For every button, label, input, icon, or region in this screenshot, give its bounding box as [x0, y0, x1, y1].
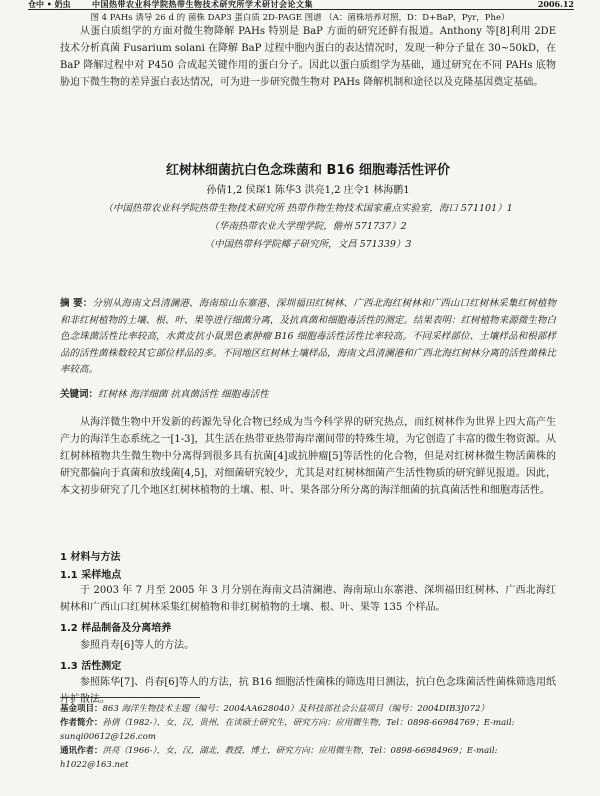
abstract-text: 分别从海南文昌清澜港、海南琼山东寨港、深圳福田红树林、广西北海红树林和广西山口红树林采集红树植物和非红树植物的土壤、根、叶、果等进行细菌分离，及抗真菌和细胞毒活性的测定。结果表明：红树植物来源微生物白色念珠菌活性比率较高，水黄皮抗小鼠黑色素肿瘤 B16 细胞毒活性活性比率较高。不同采样部位、土壤样品和根部样品的活性菌株数较其它部位样品的多。不同地区红树林土壤样品，海南文昌清澜港和广西北海红树林分离的活性菌株比率较高。 — [60, 298, 556, 375]
footnote-rule — [60, 697, 200, 698]
section-1-2-text: 参照肖寿[6]等人的方法。 — [80, 640, 195, 651]
affiliation-2: （华南热带农业大学理学院，儋州 571737）2 — [209, 221, 407, 232]
abstract-label: 摘 要： — [60, 298, 93, 309]
abstract — [60, 296, 556, 379]
fund-label: 基金项目： — [60, 704, 103, 714]
contact-text: 洪亮（1966-），女，汉，湖北，教授，博士，研究方向：应用微生物，Tel：0898-66984969；E-mail: h1022@163.net — [60, 746, 498, 770]
article-title: 红树林细菌抗白色念珠菌和 B16 细胞毒活性评价 — [165, 163, 451, 178]
running-header — [28, 0, 574, 10]
contact-label: 通讯作者： — [60, 746, 103, 756]
intro-paragraph: 从蛋白质组学的方面对微生物降解 PAHs 特别是 BaP 方面的研究还鲜有报道。Anthony 等[8]利用 2DE 技术分析真菌 Fusarium solani 在降解 BaP 过程中胞内蛋白的表达情况时，发现一种分子量在 30~50kD，在 BaP 降解过程中对 P450 合成起关键作用的蛋白分子。因此以蛋白质组学为基础，通过研究在不同 PAHs 底物胁迫下微生物的差异蛋白表达情况，可为进一步研究微生物对 PAHs 降解机制和途径以及克隆基因奠定基础。 — [60, 26, 556, 88]
figure-caption: 图 4 PAHs 诱导 26 d 的 菌株 DAP3 蛋白质 2D-PAGE 图谱 （A：菌株培养对照，D：D+BaP，Pyr，Phe） — [90, 13, 510, 23]
keywords — [60, 386, 556, 400]
affiliation-3: （中国热带科学院椰子研究所，文昌 571339）3 — [204, 239, 412, 250]
author-list: 孙倩1,2 侯琛1 陈华3 洪亮1,2 庄令1 林海鹏1 — [206, 185, 410, 196]
footnote-author — [60, 716, 556, 744]
footnote-fund — [60, 702, 556, 716]
author-text: 孙倩（1982-），女，汉，贵州，在读硕士研究生，研究方向：应用微生物，Tel：0898-66984769；E-mail: sunqi00612@126.com — [60, 718, 515, 742]
keywords-text: 红树林 海洋细菌 抗真菌活性 细胞毒活性 — [98, 389, 269, 400]
affiliation-1: （中国热带农业科学院热带生物技术研究所 热带作物生物技术国家重点实验室，海口 571101）1 — [103, 203, 513, 214]
keywords-label: 关键词： — [60, 389, 99, 400]
fund-text: 863 海洋生物技术主题（编号：2004AA628040）及科技部社会公益项目（编号：2004DIB3J072） — [102, 704, 489, 714]
body-intro: 从海洋微生物中开发新的药源先导化合物已经成为当今科学界的研究热点，而红树林作为世界上四大高产生产力的海洋生态系统之一[1-3]，其生活在热带亚热带海岸潮间带的特殊生境，为它创造了丰富的微生物资源。从红树林植物共生微生物中分离得到很多具有抗菌[4]或抗肿瘤[5]等活性的化合物，但是对红树林微生物活菌株的研究都偏向于真菌和放线菌[4,5]，对细菌研究较少，尤其是对红树林细菌产生活性物质的研究鲜见报道。因此，本文初步研究了几个地区红树林植物的土壤、根、叶、果各部分所分离的海洋细菌的抗真菌活性和细胞毒活性。 — [60, 417, 556, 496]
section-1-3-text: 参照陈华[7]、肖春[6]等人的方法，抗 B16 细胞活性菌株的筛选用日测法，抗白色念珠菌活性菌株筛选用纸片扩散法。 — [60, 677, 556, 705]
section-heading-1-1: 1.1 采样地点 — [60, 570, 122, 581]
header-right: 2006.12 — [537, 0, 574, 9]
section-heading-1-2: 1.2 样品制备及分离培养 — [60, 623, 172, 634]
footnotes — [60, 702, 556, 772]
header-center: 中国热带农业科学院热带生物技术研究所学术研讨会论文集 — [92, 0, 313, 9]
footnote-contact — [60, 744, 556, 772]
header-left: 仓中 • 奶虫 — [28, 0, 71, 9]
author-label: 作者简介： — [60, 718, 103, 728]
section-heading-1-3: 1.3 活性测定 — [60, 661, 122, 672]
section-1-1-text: 于 2003 年 7 月至 2005 年 3 月分别在海南文昌清澜港、海南琼山东寨港、深圳福田红树林、广西北海红树林和广西山口红树林采集红树植物和非红树植物的土壤、根、叶、果等 135 个样品。 — [60, 585, 556, 613]
section-heading-1: 1 材料与方法 — [60, 552, 121, 563]
